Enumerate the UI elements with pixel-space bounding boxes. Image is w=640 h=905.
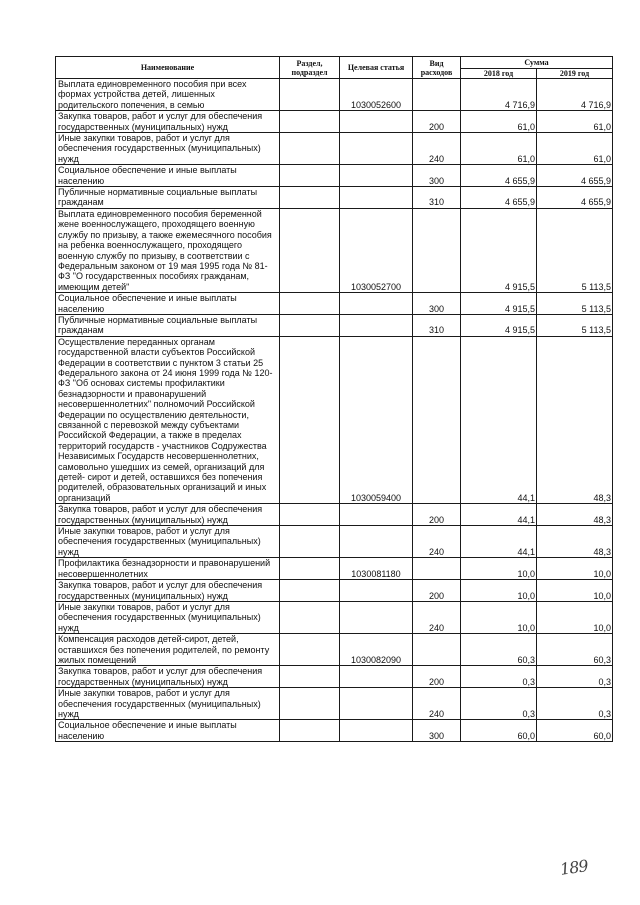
cell-razdel	[280, 580, 340, 602]
cell-name: Выплата единовременного пособия при всех формах устройства детей, лишенных родительского попечения, в семью	[56, 79, 280, 111]
cell-name: Закупка товаров, работ и услуг для обеспечения государственных (муниципальных) нужд	[56, 666, 280, 688]
cell-sum-2018: 61,0	[461, 111, 537, 133]
table-row	[56, 666, 613, 688]
header-razdel: Раздел, подраздел	[280, 57, 340, 79]
cell-name: Иные закупки товаров, работ и услуг для обеспечения государственных (муниципальных) нужд	[56, 133, 280, 165]
cell-sum-2018: 4 716,9	[461, 79, 537, 111]
cell-razdel	[280, 111, 340, 133]
table-row	[56, 293, 613, 315]
cell-sum-2019: 5 113,5	[537, 208, 613, 292]
cell-sum-2019: 5 113,5	[537, 314, 613, 336]
cell-celevaya: 1030052700	[340, 208, 413, 292]
cell-razdel	[280, 208, 340, 292]
cell-sum-2019: 48,3	[537, 504, 613, 526]
cell-sum-2019: 61,0	[537, 111, 613, 133]
cell-sum-2018: 10,0	[461, 580, 537, 602]
cell-name: Социальное обеспечение и иные выплаты населению	[56, 165, 280, 187]
cell-sum-2019: 61,0	[537, 133, 613, 165]
cell-name: Профилактика безнадзорности и правонарушений несовершеннолетних	[56, 558, 280, 580]
table-row	[56, 165, 613, 187]
cell-sum-2019: 4 716,9	[537, 79, 613, 111]
cell-name: Иные закупки товаров, работ и услуг для обеспечения государственных (муниципальных) нужд	[56, 601, 280, 633]
cell-sum-2019: 60,3	[537, 634, 613, 666]
table-row	[56, 133, 613, 165]
table-row	[56, 79, 613, 111]
cell-vid	[413, 634, 461, 666]
cell-vid: 240	[413, 133, 461, 165]
cell-razdel	[280, 601, 340, 633]
cell-celevaya	[340, 580, 413, 602]
cell-sum-2019: 48,3	[537, 336, 613, 504]
cell-sum-2018: 4 655,9	[461, 165, 537, 187]
cell-celevaya	[340, 666, 413, 688]
cell-sum-2018: 10,0	[461, 601, 537, 633]
cell-vid: 300	[413, 293, 461, 315]
cell-name: Закупка товаров, работ и услуг для обеспечения государственных (муниципальных) нужд	[56, 580, 280, 602]
table-body	[56, 79, 613, 742]
cell-name: Публичные нормативные социальные выплаты гражданам	[56, 314, 280, 336]
cell-sum-2019: 0,3	[537, 666, 613, 688]
cell-celevaya	[340, 504, 413, 526]
cell-sum-2019: 10,0	[537, 580, 613, 602]
cell-vid: 300	[413, 165, 461, 187]
cell-celevaya: 1030081180	[340, 558, 413, 580]
cell-vid	[413, 208, 461, 292]
cell-celevaya: 1030059400	[340, 336, 413, 504]
budget-table	[55, 56, 613, 742]
cell-sum-2018: 44,1	[461, 504, 537, 526]
table-row	[56, 504, 613, 526]
cell-celevaya	[340, 688, 413, 720]
cell-vid: 240	[413, 688, 461, 720]
cell-sum-2019: 4 655,9	[537, 165, 613, 187]
table-row	[56, 187, 613, 209]
page-number: 189	[558, 856, 589, 879]
cell-sum-2019: 10,0	[537, 601, 613, 633]
document-page	[55, 56, 612, 742]
cell-vid: 300	[413, 720, 461, 742]
table-row	[56, 208, 613, 292]
table-row	[56, 580, 613, 602]
table-row	[56, 336, 613, 504]
cell-name: Закупка товаров, работ и услуг для обеспечения государственных (муниципальных) нужд	[56, 504, 280, 526]
cell-celevaya	[340, 720, 413, 742]
table-row	[56, 601, 613, 633]
cell-name: Социальное обеспечение и иные выплаты населению	[56, 293, 280, 315]
cell-sum-2018: 0,3	[461, 688, 537, 720]
cell-razdel	[280, 634, 340, 666]
table-row	[56, 720, 613, 742]
cell-name: Социальное обеспечение и иные выплаты населению	[56, 720, 280, 742]
cell-razdel	[280, 165, 340, 187]
cell-celevaya: 1030052600	[340, 79, 413, 111]
cell-razdel	[280, 293, 340, 315]
cell-vid: 310	[413, 314, 461, 336]
header-vid: Вид расходов	[413, 57, 461, 79]
cell-name: Закупка товаров, работ и услуг для обеспечения государственных (муниципальных) нужд	[56, 111, 280, 133]
header-celevaya: Целевая статья	[340, 57, 413, 79]
cell-sum-2018: 61,0	[461, 133, 537, 165]
cell-sum-2018: 4 915,5	[461, 293, 537, 315]
header-name: Наименование	[56, 57, 280, 79]
cell-celevaya	[340, 165, 413, 187]
cell-celevaya	[340, 601, 413, 633]
cell-sum-2019: 0,3	[537, 688, 613, 720]
cell-razdel	[280, 314, 340, 336]
table-row	[56, 111, 613, 133]
cell-razdel	[280, 666, 340, 688]
header-2019: 2019 год	[537, 69, 613, 79]
cell-sum-2018: 60,0	[461, 720, 537, 742]
cell-celevaya	[340, 314, 413, 336]
cell-razdel	[280, 688, 340, 720]
cell-celevaya	[340, 293, 413, 315]
table-header	[56, 57, 613, 79]
header-summa: Сумма	[461, 57, 613, 69]
cell-vid: 200	[413, 111, 461, 133]
table-row	[56, 314, 613, 336]
cell-razdel	[280, 558, 340, 580]
table-row	[56, 526, 613, 558]
header-2018: 2018 год	[461, 69, 537, 79]
cell-razdel	[280, 187, 340, 209]
cell-razdel	[280, 504, 340, 526]
cell-razdel	[280, 336, 340, 504]
cell-sum-2019: 4 655,9	[537, 187, 613, 209]
cell-vid	[413, 558, 461, 580]
cell-celevaya	[340, 187, 413, 209]
cell-vid: 240	[413, 601, 461, 633]
cell-sum-2018: 44,1	[461, 526, 537, 558]
cell-sum-2019: 10,0	[537, 558, 613, 580]
cell-sum-2018: 4 915,5	[461, 208, 537, 292]
cell-sum-2019: 60,0	[537, 720, 613, 742]
cell-celevaya	[340, 526, 413, 558]
cell-celevaya: 1030082090	[340, 634, 413, 666]
cell-celevaya	[340, 133, 413, 165]
cell-sum-2018: 4 655,9	[461, 187, 537, 209]
cell-razdel	[280, 720, 340, 742]
cell-sum-2018: 10,0	[461, 558, 537, 580]
cell-sum-2018: 0,3	[461, 666, 537, 688]
cell-celevaya	[340, 111, 413, 133]
cell-name: Публичные нормативные социальные выплаты гражданам	[56, 187, 280, 209]
cell-razdel	[280, 526, 340, 558]
cell-vid	[413, 336, 461, 504]
table-row	[56, 558, 613, 580]
cell-vid: 200	[413, 580, 461, 602]
cell-razdel	[280, 133, 340, 165]
cell-vid	[413, 79, 461, 111]
cell-name: Иные закупки товаров, работ и услуг для обеспечения государственных (муниципальных) нужд	[56, 688, 280, 720]
cell-vid: 310	[413, 187, 461, 209]
table-row	[56, 634, 613, 666]
cell-sum-2019: 48,3	[537, 526, 613, 558]
cell-sum-2018: 4 915,5	[461, 314, 537, 336]
cell-name: Выплата единовременного пособия беременной жене военнослужащего, проходящего военную службу по призыву, а также ежемесячного пособия на ребенка военнослужащего, проходящего военную службу по призыву, в соответствии с Федеральным законом от 19 мая 1995 года № 81-ФЗ "О государственных пособиях гражданам, имеющим детей"	[56, 208, 280, 292]
cell-sum-2019: 5 113,5	[537, 293, 613, 315]
cell-vid: 200	[413, 666, 461, 688]
cell-name: Осуществление переданных органам государственной власти субъектов Российской Федерации в соответствии с пунктом 3 статьи 25 Федерального закона от 24 июня 1999 года № 120-ФЗ "Об основах системы профилактики безнадзорности и правонарушений несовершеннолетних" полномочий Российской Федерации по осуществлению деятельности, связанной с перевозкой между субъектами Российской Федерации, а также в пределах территорий государств - участников Содружества Независимых Государств несовершеннолетних, самовольно ушедших из семей, организаций для детей- сирот и детей, оставшихся без попечения родителей, образовательных организаций и иных организаций	[56, 336, 280, 504]
cell-vid: 200	[413, 504, 461, 526]
cell-name: Иные закупки товаров, работ и услуг для обеспечения государственных (муниципальных) нужд	[56, 526, 280, 558]
table-row	[56, 688, 613, 720]
cell-vid: 240	[413, 526, 461, 558]
cell-sum-2018: 60,3	[461, 634, 537, 666]
cell-razdel	[280, 79, 340, 111]
cell-sum-2018: 44,1	[461, 336, 537, 504]
cell-name: Компенсация расходов детей-сирот, детей, оставшихся без попечения родителей, по ремонту жилых помещений	[56, 634, 280, 666]
